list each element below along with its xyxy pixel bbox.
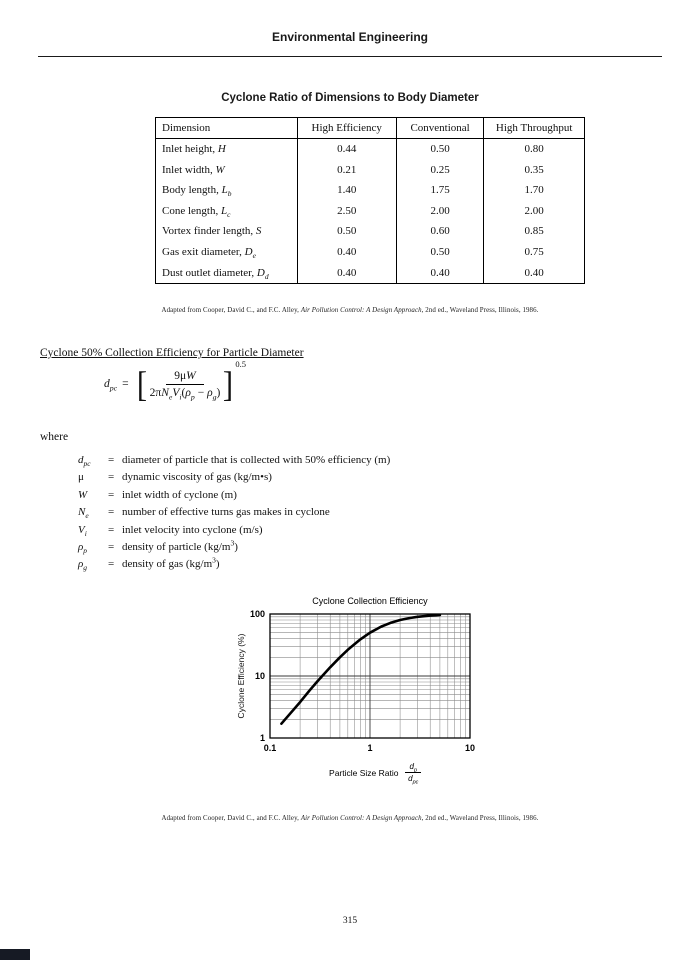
- cyclone-dimensions-table: [155, 117, 585, 284]
- variable-definition: number of effective turns gas makes in cyclone: [122, 506, 330, 519]
- corner-artifact: [0, 949, 30, 960]
- variable-symbol: $\rho_g$: [78, 558, 88, 573]
- dimension-value: 2.50: [297, 201, 396, 222]
- variable-symbol: μ: [78, 471, 84, 484]
- dimension-value: 0.40: [297, 242, 396, 263]
- variable-symbol: $N_e$: [78, 506, 89, 521]
- variable-definition: inlet velocity into cyclone (m/s): [122, 523, 263, 536]
- dimension-value: 1.40: [297, 180, 396, 201]
- definition-row: [78, 469, 390, 486]
- definition-row: [78, 487, 390, 504]
- dimension-value: 0.40: [297, 263, 396, 284]
- chart-attribution: Adapted from Cooper, David C., and F.C. Alley, Air Pollution Control: A Design Approach, 2nd ed., Waveland Press, Illinois, 1986.: [161, 815, 539, 822]
- table-row: [156, 160, 585, 181]
- table-row: [156, 263, 585, 284]
- y-tick-label: 10: [254, 671, 265, 681]
- table-row: [156, 201, 585, 222]
- variable-symbol: $d_{pc}$: [78, 454, 91, 469]
- y-tick-label: 100: [249, 609, 265, 619]
- table-row: [156, 242, 585, 263]
- dimension-value: 0.40: [396, 263, 484, 284]
- dimension-value: 0.44: [297, 139, 396, 160]
- bracket-open: [: [136, 364, 147, 404]
- dimension-value: 0.50: [396, 242, 484, 263]
- where-label: where: [40, 431, 69, 443]
- page-header-title: Environmental Engineering: [271, 30, 429, 44]
- equals-sign: =: [108, 471, 115, 484]
- dimension-value: 0.25: [396, 160, 484, 181]
- variable-definition: density of particle $(kg/m^3)$: [122, 538, 238, 554]
- dimension-value: 2.00: [484, 201, 585, 222]
- dimension-value: 0.50: [297, 221, 396, 242]
- page-number: 315: [342, 916, 358, 926]
- dimension-value: 0.50: [396, 139, 484, 160]
- variable-symbol: W: [78, 488, 88, 501]
- formula-lhs: $d_{pc}$: [104, 378, 118, 393]
- column-header: Dimension: [156, 118, 298, 139]
- x-tick-label: 1: [367, 743, 373, 753]
- dimension-label: Gas exit diameter, $D_e$: [156, 242, 298, 263]
- dpc-formula: $d_{pc}$ = [ $\frac{9\mu W}{2\pi N_eV_i(\rho_p - \rho_g)}$ ] 0.5: [104, 359, 246, 404]
- formula-numerator: 9μW: [166, 370, 204, 385]
- equals-sign: =: [108, 523, 115, 536]
- variable-definition: density of gas $(kg/m^3)$: [122, 555, 220, 571]
- dimension-value: 0.35: [484, 160, 585, 181]
- formula-fraction: [150, 370, 221, 399]
- dimension-value: 2.00: [396, 201, 484, 222]
- definition-row: [78, 522, 390, 539]
- equals-sign: =: [122, 378, 129, 390]
- dimension-label: Cone length, $L_c$: [156, 201, 298, 222]
- equals-sign: =: [108, 488, 115, 501]
- column-header: Conventional: [396, 118, 484, 139]
- dimension-value: 0.60: [396, 221, 484, 242]
- dimension-label: Vortex finder length, S: [156, 221, 298, 242]
- variable-definitions: [78, 452, 390, 574]
- column-header: High Throughput: [484, 118, 585, 139]
- definition-row: [78, 452, 390, 469]
- equals-sign: =: [108, 506, 115, 519]
- dimension-label: Inlet height, H: [156, 139, 298, 160]
- ratio-denominator: $d_{pc}$: [408, 774, 419, 786]
- y-tick-label: 1: [259, 733, 265, 743]
- definition-row: [78, 556, 390, 573]
- column-header: High Efficiency: [297, 118, 396, 139]
- variable-definition: dynamic viscosity of gas (kg/m•s): [122, 471, 272, 484]
- dimension-label: Inlet width, W: [156, 160, 298, 181]
- table-attribution: Adapted from Cooper, David C., and F.C. Alley, Air Pollution Control: A Design Approach, 2nd ed., Waveland Press, Illinois, 1986.: [161, 307, 539, 314]
- dimension-value: 0.21: [297, 160, 396, 181]
- chart-title: Cyclone Collection Efficiency: [312, 596, 428, 606]
- variable-symbol: $V_i$: [78, 523, 87, 538]
- y-axis-label: Cyclone Efficiency (%): [236, 633, 246, 719]
- bracket-close: ]: [223, 364, 234, 404]
- table-header-row: [156, 118, 585, 139]
- variable-definition: inlet width of cyclone (m): [122, 488, 237, 501]
- x-tick-label: 0.1: [263, 743, 277, 753]
- variable-symbol: $\rho_p$: [78, 541, 88, 556]
- table-body: [156, 139, 585, 284]
- dimension-value: 0.40: [484, 263, 585, 284]
- efficiency-curve: [281, 615, 440, 724]
- x-axis-ratio-fraction: [405, 762, 420, 786]
- table-row: [156, 221, 585, 242]
- efficiency-chart: [236, 596, 498, 786]
- formula-denominator: $2\pi N_eV_i(\rho_p - \rho_g)$: [149, 386, 221, 401]
- definition-row: [78, 539, 390, 556]
- variable-definition: diameter of particle that is collected with 50% efficiency (m): [122, 454, 391, 466]
- dimension-value: 0.75: [484, 242, 585, 263]
- dimension-value: 0.80: [484, 139, 585, 160]
- table-row: [156, 139, 585, 160]
- efficiency-chart-svg: [236, 608, 498, 760]
- definition-row: [78, 504, 390, 521]
- equals-sign: =: [108, 558, 115, 571]
- header-rule: [38, 56, 662, 57]
- dimension-label: Dust outlet diameter, $D_d$: [156, 263, 298, 284]
- dimension-value: 0.85: [484, 221, 585, 242]
- dimension-value: 1.70: [484, 180, 585, 201]
- ratio-numerator: $d_p$: [405, 762, 420, 773]
- table-title: Cyclone Ratio of Dimensions to Body Diameter: [221, 92, 479, 104]
- x-tick-label: 10: [464, 743, 476, 753]
- dimension-label: Body length, $L_b$: [156, 180, 298, 201]
- dimension-value: 1.75: [396, 180, 484, 201]
- chart-x-axis-label: [270, 762, 480, 786]
- table-row: [156, 180, 585, 201]
- section-heading: Cyclone 50% Collection Efficiency for Particle Diameter: [40, 347, 304, 359]
- equals-sign: =: [108, 541, 115, 554]
- x-axis-label-text: Particle Size Ratio: [329, 767, 399, 778]
- equals-sign: =: [108, 454, 115, 466]
